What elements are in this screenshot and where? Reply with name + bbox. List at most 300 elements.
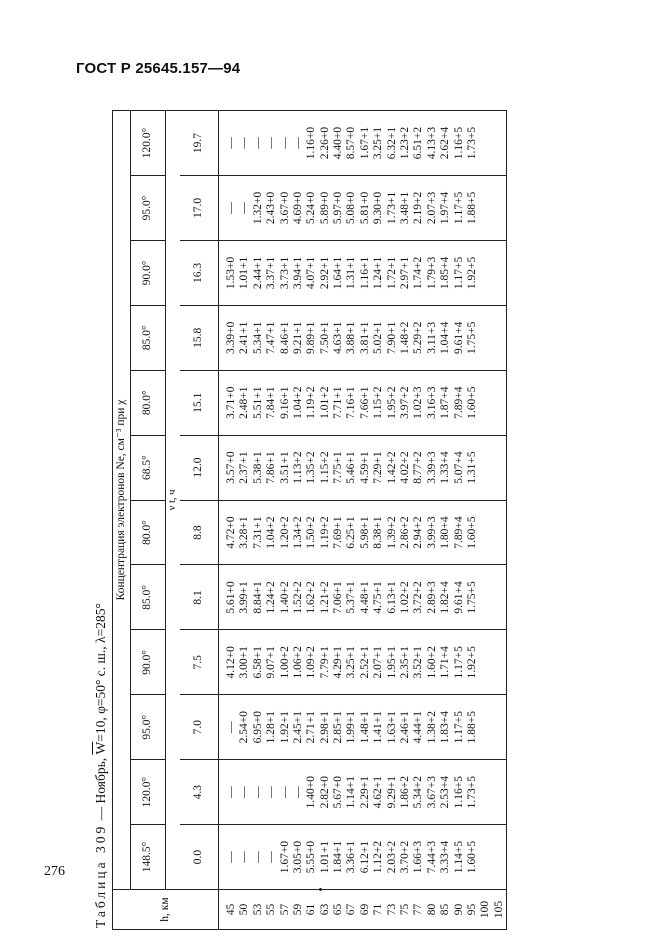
value-cell: 2.54+0 [238, 695, 251, 760]
altitude-cell: 53 [252, 890, 265, 930]
value-cell [493, 630, 507, 695]
value-cell: 5.46+1 [346, 435, 359, 500]
table-row [225, 111, 238, 930]
altitude-cell: 67 [346, 890, 359, 930]
value-cell: 5.34+1 [252, 305, 265, 370]
value-cell: 7.69+1 [332, 500, 345, 565]
value-cell: 1.60+2 [426, 630, 439, 695]
value-cell: 2.98+1 [319, 695, 332, 760]
value-cell: 1.42+2 [386, 435, 399, 500]
value-cell: 2.97+1 [399, 240, 412, 305]
altitude-cell: 57 [279, 890, 292, 930]
value-cell: 6.58+1 [252, 630, 265, 695]
value-cell: 7.79+1 [319, 630, 332, 695]
value-cell: 1.60+5 [466, 825, 479, 890]
table-row [399, 111, 412, 930]
value-cell: 8.38+1 [372, 500, 385, 565]
value-cell: 1.17+5 [453, 630, 466, 695]
value-cell: 1.23+2 [399, 111, 412, 176]
value-cell: 9.30+0 [372, 176, 385, 241]
value-cell: 6.25+1 [346, 500, 359, 565]
table-row [493, 111, 507, 930]
value-cell: 1.80+4 [439, 500, 452, 565]
value-cell [493, 695, 507, 760]
angle-header-cell: 148.5° [131, 825, 166, 890]
value-cell: — [265, 825, 278, 890]
value-cell: 5.08+0 [346, 176, 359, 241]
value-cell [479, 760, 492, 825]
value-cell [479, 240, 492, 305]
value-cell: 3.94+1 [292, 240, 305, 305]
value-cell: 1.75+5 [466, 565, 479, 630]
value-cell: 1.21+2 [319, 565, 332, 630]
value-cell: 5.61+0 [225, 565, 238, 630]
value-cell: 1.39+2 [386, 500, 399, 565]
value-cell: 6.13+1 [386, 565, 399, 630]
table-row [372, 111, 385, 930]
angle-header-cell: 120.0° [131, 760, 166, 825]
value-cell: 1.71+4 [439, 630, 452, 695]
time-header-cell: 8.8 [180, 500, 219, 565]
value-cell: 3.16+3 [426, 370, 439, 435]
value-cell [479, 305, 492, 370]
value-cell [493, 500, 507, 565]
value-cell: 4.44+1 [412, 695, 425, 760]
table-row [439, 111, 452, 930]
altitude-cell: 55 [265, 890, 278, 930]
value-cell: 6.12+1 [359, 825, 372, 890]
value-cell: 2.44+1 [252, 240, 265, 305]
caption-w: $\overline{W}$ [93, 741, 108, 755]
value-cell [479, 825, 492, 890]
value-cell: 1.73+5 [466, 111, 479, 176]
value-cell: 1.20+2 [279, 500, 292, 565]
value-cell: 3.99+1 [238, 565, 251, 630]
value-cell: 3.39+0 [225, 305, 238, 370]
value-cell: 3.99+3 [426, 500, 439, 565]
value-cell: 2.35+1 [399, 630, 412, 695]
caption-rest: =10, φ=50° с. ш., λ=285° [93, 603, 108, 742]
value-cell: 1.60+5 [466, 370, 479, 435]
value-cell: 1.04+2 [292, 370, 305, 435]
value-cell: 2.29+1 [359, 760, 372, 825]
value-cell: 1.50+2 [305, 500, 318, 565]
value-cell: 3.33+4 [439, 825, 452, 890]
value-cell: 1.19+2 [319, 500, 332, 565]
value-cell: 1.79+3 [426, 240, 439, 305]
value-cell [479, 176, 492, 241]
value-cell: 2.43+0 [265, 176, 278, 241]
value-cell: 5.24+0 [305, 176, 318, 241]
caption-prefix: Таблица 309 [93, 823, 108, 928]
table-row [453, 111, 466, 930]
value-cell: 2.46+1 [399, 695, 412, 760]
table-row [279, 111, 292, 930]
value-cell: 1.40+0 [305, 760, 318, 825]
value-cell: 3.97+2 [399, 370, 412, 435]
value-cell: — [279, 111, 292, 176]
value-cell: 7.50+1 [319, 305, 332, 370]
value-cell: 1.62+2 [305, 565, 318, 630]
time-header-cell: 16.3 [180, 240, 219, 305]
table-row [319, 111, 332, 930]
value-cell: 4.59+1 [359, 435, 372, 500]
electron-concentration-table [112, 110, 507, 930]
value-cell: 7.31+1 [252, 500, 265, 565]
value-cell: 1.86+2 [399, 760, 412, 825]
value-cell: 3.72+2 [412, 565, 425, 630]
rotated-table-block [90, 110, 510, 930]
value-cell: 1.16+0 [305, 111, 318, 176]
time-header-cell: 17.0 [180, 176, 219, 241]
value-cell: 4.07+1 [305, 240, 318, 305]
value-cell: 4.63+1 [332, 305, 345, 370]
value-cell: 1.92+5 [466, 630, 479, 695]
value-cell: 6.32+1 [386, 111, 399, 176]
angle-header-cell: 90.0° [131, 240, 166, 305]
value-cell: 1.87+4 [439, 370, 452, 435]
group-header: Концентрация электронов Ne, см⁻³ при χ [113, 111, 131, 890]
value-cell: 9.61+4 [453, 565, 466, 630]
value-cell: 4.13+3 [426, 111, 439, 176]
value-cell: 3.70+2 [399, 825, 412, 890]
value-cell: 1.02+3 [412, 370, 425, 435]
dot-mark [319, 888, 322, 891]
value-cell [493, 240, 507, 305]
value-cell: 5.07+4 [453, 435, 466, 500]
altitude-cell: 69 [359, 890, 372, 930]
value-cell: 1.16+1 [359, 240, 372, 305]
value-cell: 1.24+2 [265, 565, 278, 630]
value-cell: 1.19+2 [305, 370, 318, 435]
value-cell: 4.75+1 [372, 565, 385, 630]
value-cell: 8.46+1 [279, 305, 292, 370]
value-cell: 1.14+1 [346, 760, 359, 825]
value-cell: 3.00+1 [238, 630, 251, 695]
value-cell: 3.25+1 [346, 630, 359, 695]
value-cell: — [252, 760, 265, 825]
value-cell: 1.06+2 [292, 630, 305, 695]
table-row [346, 111, 359, 930]
value-cell: 3.11+3 [426, 305, 439, 370]
value-cell: 1.04+2 [265, 500, 278, 565]
value-cell: 5.98+1 [359, 500, 372, 565]
angle-header-cell: 80.0° [131, 500, 166, 565]
value-cell [493, 305, 507, 370]
value-cell: — [265, 111, 278, 176]
value-cell: 3.73+1 [279, 240, 292, 305]
altitude-cell: 95 [466, 890, 479, 930]
value-cell: 1.15+2 [319, 435, 332, 500]
value-cell: 1.00+2 [279, 630, 292, 695]
value-cell: — [279, 760, 292, 825]
altitude-cell: 80 [426, 890, 439, 930]
value-cell: 2.26+0 [319, 111, 332, 176]
value-cell: 3.39+3 [426, 435, 439, 500]
altitude-cell: 61 [305, 890, 318, 930]
value-cell [479, 435, 492, 500]
value-cell: — [292, 760, 305, 825]
value-cell: 1.53+0 [225, 240, 238, 305]
value-cell: 4.72+0 [225, 500, 238, 565]
value-cell: 2.86+2 [399, 500, 412, 565]
value-cell: 3.81+1 [359, 305, 372, 370]
value-cell: 3.37+1 [265, 240, 278, 305]
time-header-cell: 0.0 [180, 825, 219, 890]
value-cell [479, 370, 492, 435]
value-cell: 9.16+1 [279, 370, 292, 435]
value-cell: — [225, 760, 238, 825]
value-cell: 7.89+4 [453, 370, 466, 435]
time-header-cell: 7.0 [180, 695, 219, 760]
value-cell: 1.13+2 [292, 435, 305, 500]
value-cell: 2.07+1 [372, 630, 385, 695]
value-cell: 1.85+4 [439, 240, 452, 305]
value-cell: 1.41+1 [372, 695, 385, 760]
table-row [359, 111, 372, 930]
value-cell: — [238, 111, 251, 176]
table-caption [90, 110, 112, 930]
value-cell: 1.01+1 [319, 825, 332, 890]
time-header-cell: 15.8 [180, 305, 219, 370]
table-row [305, 111, 318, 930]
value-cell: 1.92+1 [279, 695, 292, 760]
value-cell: 2.82+0 [319, 760, 332, 825]
table-row [252, 111, 265, 930]
value-cell: 7.29+1 [372, 435, 385, 500]
value-cell: 7.86+1 [265, 435, 278, 500]
value-cell: 2.53+4 [439, 760, 452, 825]
value-cell: 5.67+0 [332, 760, 345, 825]
value-cell: — [238, 825, 251, 890]
document-header: ГОСТ Р 25645.157—94 [76, 60, 241, 77]
value-cell: 2.52+1 [359, 630, 372, 695]
value-cell [493, 435, 507, 500]
altitude-cell: 90 [453, 890, 466, 930]
value-cell: 1.88+5 [466, 176, 479, 241]
value-cell: 5.97+0 [332, 176, 345, 241]
value-cell: 1.99+1 [346, 695, 359, 760]
altitude-cell: 59 [292, 890, 305, 930]
angle-header-cell: 120.0° [131, 111, 166, 176]
value-cell: 7.47+1 [265, 305, 278, 370]
altitude-cell: 73 [386, 890, 399, 930]
value-cell: 9.29+1 [386, 760, 399, 825]
angle-header-cell: 80.0° [131, 370, 166, 435]
value-cell [479, 565, 492, 630]
value-cell: 1.92+5 [466, 240, 479, 305]
value-cell: 1.15+2 [372, 370, 385, 435]
time-header-cell: 4.3 [180, 760, 219, 825]
value-cell: 1.97+4 [439, 176, 452, 241]
value-cell: 1.82+4 [439, 565, 452, 630]
value-cell [479, 695, 492, 760]
value-cell: 4.69+0 [292, 176, 305, 241]
value-cell: 8.57+0 [346, 111, 359, 176]
value-cell: 3.71+0 [225, 370, 238, 435]
value-cell: 1.95+2 [386, 370, 399, 435]
time-header-cell: 19.7 [180, 111, 219, 176]
value-cell: 3.36+1 [346, 825, 359, 890]
angle-header-cell: 85.0° [131, 565, 166, 630]
altitude-cell: 63 [319, 890, 332, 930]
value-cell: 3.52+1 [412, 630, 425, 695]
caption-main: — Ноябрь, [93, 754, 108, 824]
value-cell [493, 825, 507, 890]
value-cell: 7.71+1 [332, 370, 345, 435]
angle-header-cell: 90.0° [131, 630, 166, 695]
altitude-cell: 65 [332, 890, 345, 930]
value-cell: 1.48+2 [399, 305, 412, 370]
value-cell: 1.04+4 [439, 305, 452, 370]
altitude-cell: 45 [225, 890, 238, 930]
value-cell: 5.89+0 [319, 176, 332, 241]
value-cell: 1.33+4 [439, 435, 452, 500]
time-header-cell: 12.0 [180, 435, 219, 500]
value-cell: 2.19+2 [412, 176, 425, 241]
value-cell: 5.34+2 [412, 760, 425, 825]
value-cell: 9.61+4 [453, 305, 466, 370]
value-cell: 1.12+2 [372, 825, 385, 890]
time-header-cell: 8.1 [180, 565, 219, 630]
value-cell: 2.37+1 [238, 435, 251, 500]
value-cell: — [225, 176, 238, 241]
value-cell: 2.85+1 [332, 695, 345, 760]
value-cell: 1.48+1 [359, 695, 372, 760]
value-cell: 4.02+2 [399, 435, 412, 500]
table-row [479, 111, 492, 930]
table-row [332, 111, 345, 930]
value-cell: — [252, 111, 265, 176]
value-cell: 9.21+1 [292, 305, 305, 370]
h-column-header: h, км [113, 890, 219, 930]
value-cell: 1.02+2 [399, 565, 412, 630]
value-cell: 7.66+1 [359, 370, 372, 435]
value-cell: 7.06+1 [332, 565, 345, 630]
value-cell: 1.01+1 [238, 240, 251, 305]
angle-header-cell: 85.0° [131, 305, 166, 370]
value-cell: 7.16+1 [346, 370, 359, 435]
value-cell: 1.09+2 [305, 630, 318, 695]
value-cell: 2.41+1 [238, 305, 251, 370]
value-cell: 1.74+2 [412, 240, 425, 305]
value-cell: 1.16+5 [453, 760, 466, 825]
value-cell: 9.89+1 [305, 305, 318, 370]
angle-header-row [131, 111, 166, 930]
altitude-cell: 77 [412, 890, 425, 930]
value-cell: 6.51+2 [412, 111, 425, 176]
value-cell [493, 760, 507, 825]
value-cell: 2.94+2 [412, 500, 425, 565]
value-cell: — [238, 760, 251, 825]
value-cell: 3.51+1 [279, 435, 292, 500]
angle-header-cell: 95.0° [131, 176, 166, 241]
value-cell: 3.05+0 [292, 825, 305, 890]
table-row [292, 111, 305, 930]
value-cell: 4.40+0 [332, 111, 345, 176]
value-cell: — [265, 760, 278, 825]
value-cell: 9.07+1 [265, 630, 278, 695]
time-header-row [180, 111, 219, 930]
value-cell [493, 565, 507, 630]
value-cell: 2.48+1 [238, 370, 251, 435]
value-cell: 5.02+1 [372, 305, 385, 370]
table-row [466, 111, 479, 930]
value-cell: 2.71+1 [305, 695, 318, 760]
altitude-cell: 85 [439, 890, 452, 930]
table-row [426, 111, 439, 930]
value-cell: 1.40+2 [279, 565, 292, 630]
value-cell [493, 370, 507, 435]
value-cell: — [225, 695, 238, 760]
value-cell: 1.63+1 [386, 695, 399, 760]
value-cell: 5.81+0 [359, 176, 372, 241]
altitude-cell: 50 [238, 890, 251, 930]
value-cell: 1.83+4 [439, 695, 452, 760]
value-cell: 1.34+2 [292, 500, 305, 565]
value-cell [493, 176, 507, 241]
value-cell: 3.67+0 [279, 176, 292, 241]
value-cell: 1.38+2 [426, 695, 439, 760]
value-cell: 3.25+1 [372, 111, 385, 176]
value-cell: 3.57+0 [225, 435, 238, 500]
value-cell: 7.90+1 [386, 305, 399, 370]
value-cell: 4.29+1 [332, 630, 345, 695]
table-row [265, 111, 278, 930]
table-row [386, 111, 399, 930]
value-cell: 5.38+1 [252, 435, 265, 500]
value-cell: — [225, 825, 238, 890]
value-cell: 2.45+1 [292, 695, 305, 760]
value-cell: 1.35+2 [305, 435, 318, 500]
angle-header-cell: 95.0° [131, 695, 166, 760]
value-cell: 7.75+1 [332, 435, 345, 500]
value-cell: 1.31+5 [466, 435, 479, 500]
value-cell: 1.64+1 [332, 240, 345, 305]
value-cell: 7.44+3 [426, 825, 439, 890]
table-row [238, 111, 251, 930]
altitude-cell: 71 [372, 890, 385, 930]
value-cell: 6.95+0 [252, 695, 265, 760]
value-cell: 1.01+2 [319, 370, 332, 435]
value-cell: 8.77+2 [412, 435, 425, 500]
value-cell: 3.88+1 [346, 305, 359, 370]
value-cell: 4.62+1 [372, 760, 385, 825]
altitude-cell: 100 [479, 890, 492, 930]
value-cell: 1.14+5 [453, 825, 466, 890]
value-cell: 1.28+1 [265, 695, 278, 760]
value-cell: 4.12+0 [225, 630, 238, 695]
value-cell: 1.95+1 [386, 630, 399, 695]
table-body [219, 111, 507, 930]
value-cell: 2.07+3 [426, 176, 439, 241]
page-number: 276 [44, 864, 65, 879]
value-cell: 1.16+5 [453, 111, 466, 176]
value-cell: 7.89+4 [453, 500, 466, 565]
value-cell: 1.24+1 [372, 240, 385, 305]
value-cell: — [252, 825, 265, 890]
value-cell [479, 111, 492, 176]
value-cell: 1.60+5 [466, 500, 479, 565]
value-cell [479, 630, 492, 695]
value-cell: 2.92+1 [319, 240, 332, 305]
value-cell: 3.28+1 [238, 500, 251, 565]
table-row [412, 111, 425, 930]
value-cell: 2.89+3 [426, 565, 439, 630]
value-cell: 2.62+4 [439, 111, 452, 176]
value-cell: 1.88+5 [466, 695, 479, 760]
value-cell: 4.48+1 [359, 565, 372, 630]
